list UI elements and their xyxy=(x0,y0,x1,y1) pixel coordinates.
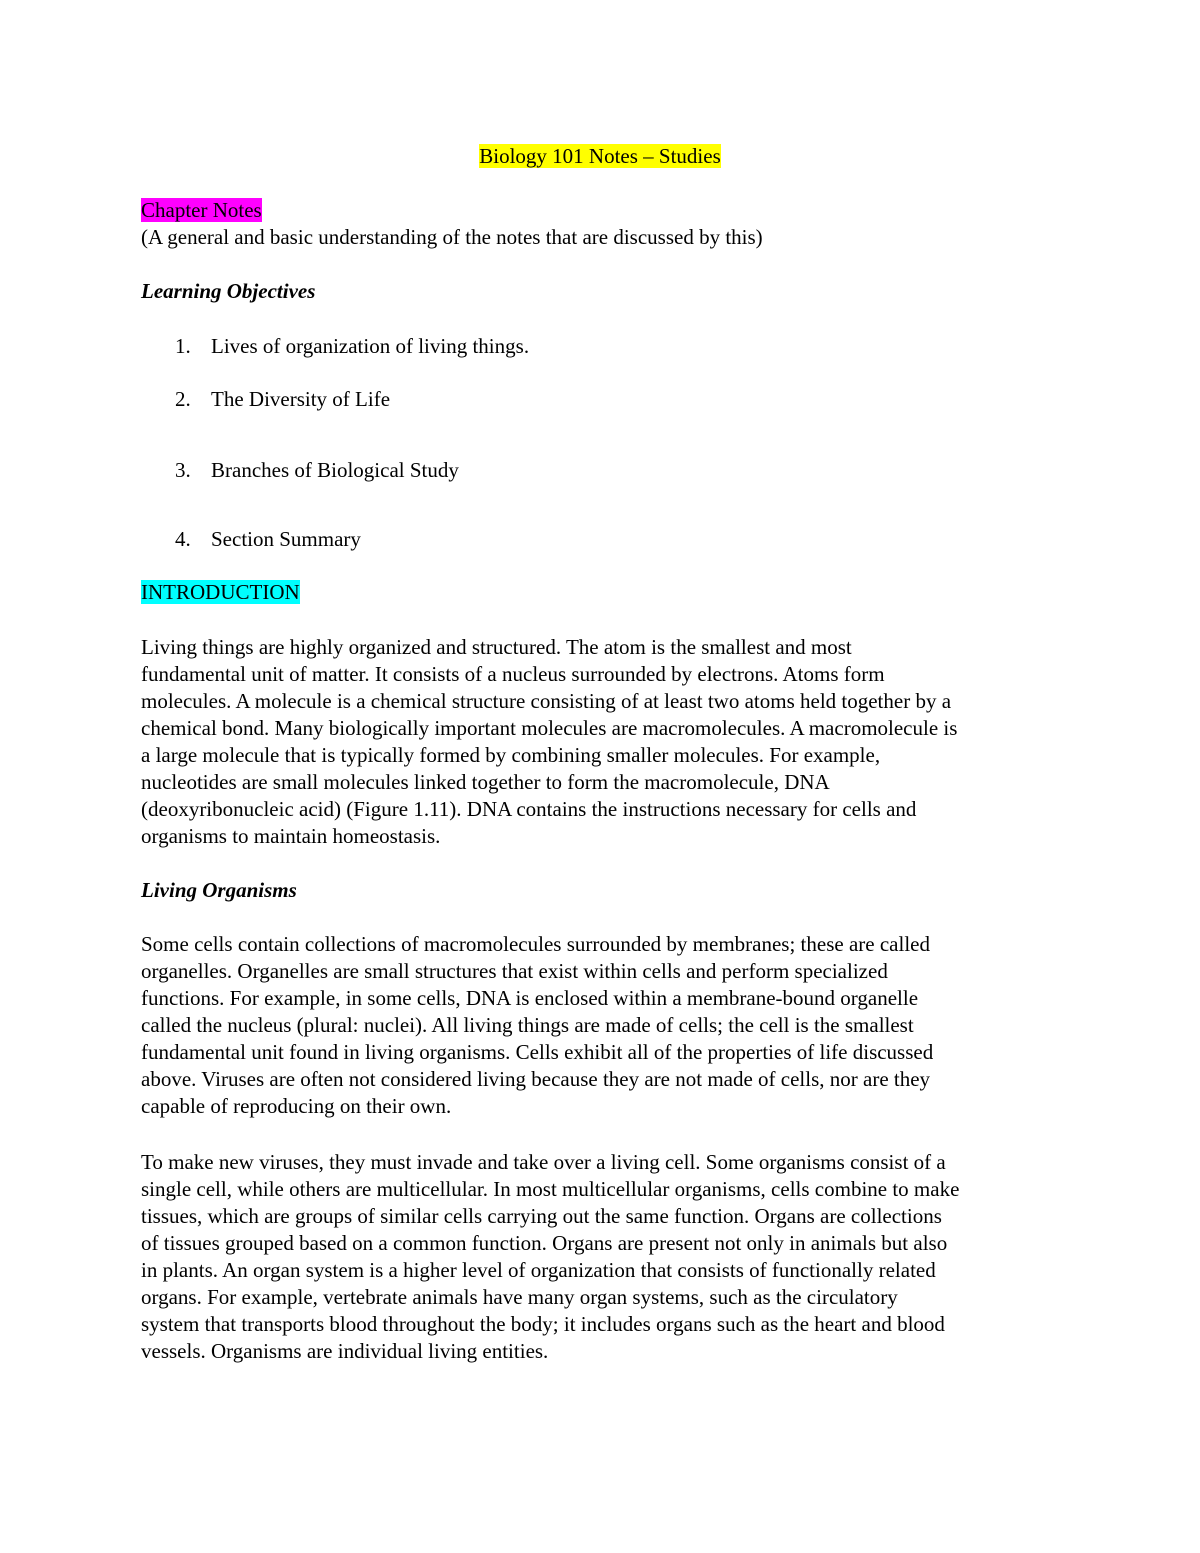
title-container xyxy=(0,143,1200,170)
paragraph-line: organs. For example, vertebrate animals have many organ systems, such as the circulatory xyxy=(141,1285,898,1309)
paragraph-line: chemical bond. Many biologically important molecules are macromolecules. A macromolecule is xyxy=(141,716,958,740)
paragraph-line: Some cells contain collections of macromolecules surrounded by membranes; these are called xyxy=(141,932,930,956)
objective-text: The Diversity of Life xyxy=(211,387,391,411)
introduction-paragraph xyxy=(141,634,1071,850)
chapter-notes-subtitle: (A general and basic understanding of the notes that are discussed by this) xyxy=(141,225,763,249)
objective-number: 2. xyxy=(175,387,191,411)
paragraph-line: a large molecule that is typically formed by combining smaller molecules. For example, xyxy=(141,743,881,767)
paragraph-line: of tissues grouped based on a common function. Organs are present not only in animals but also xyxy=(141,1231,948,1255)
objective-number: 3. xyxy=(175,458,191,482)
paragraph-line: To make new viruses, they must invade and take over a living cell. Some organisms consist of a xyxy=(141,1150,946,1174)
paragraph-line: (deoxyribonucleic acid) (Figure 1.11). DNA contains the instructions necessary for cells and xyxy=(141,797,917,821)
learning-objectives-heading: Learning Objectives xyxy=(141,279,316,303)
objective-item xyxy=(175,386,1055,413)
paragraph-line: functions. For example, in some cells, DNA is enclosed within a membrane-bound organelle xyxy=(141,986,919,1010)
chapter-notes-label: Chapter Notes xyxy=(141,198,262,222)
paragraph-line: vessels. Organisms are individual living entities. xyxy=(141,1339,549,1363)
objective-text: Branches of Biological Study xyxy=(211,458,459,482)
document-title: Biology 101 Notes – Studies xyxy=(479,144,721,168)
paragraph-line: Living things are highly organized and structured. The atom is the smallest and most xyxy=(141,635,852,659)
objective-text: Lives of organization of living things. xyxy=(211,334,530,358)
paragraph-line: organelles. Organelles are small structures that exist within cells and perform specialized xyxy=(141,959,888,983)
paragraph-line: nucleotides are small molecules linked together to form the macromolecule, DNA xyxy=(141,770,830,794)
objective-number: 1. xyxy=(175,334,191,358)
chapter-notes-label-line xyxy=(141,197,1071,224)
paragraph-line: fundamental unit found in living organisms. Cells exhibit all of the properties of life discussed xyxy=(141,1040,934,1064)
paragraph-line: organisms to maintain homeostasis. xyxy=(141,824,441,848)
living-organisms-heading: Living Organisms xyxy=(141,878,297,902)
objective-item xyxy=(175,457,1055,484)
paragraph-line: molecules. A molecule is a chemical structure consisting of at least two atoms held together by a xyxy=(141,689,952,713)
living-organisms-paragraph-1 xyxy=(141,931,1071,1120)
paragraph-line: above. Viruses are often not considered living because they are not made of cells, nor are they xyxy=(141,1067,931,1091)
introduction-heading: INTRODUCTION xyxy=(141,580,300,604)
paragraph-line: single cell, while others are multicellular. In most multicellular organisms, cells combine to make xyxy=(141,1177,960,1201)
paragraph-line: in plants. An organ system is a higher level of organization that consists of functionally related xyxy=(141,1258,936,1282)
paragraph-line: tissues, which are groups of similar cells carrying out the same function. Organs are collections xyxy=(141,1204,942,1228)
objective-item xyxy=(175,526,1055,553)
living-organisms-paragraph-2 xyxy=(141,1149,1071,1365)
objective-number: 4. xyxy=(175,527,191,551)
paragraph-line: system that transports blood throughout the body; it includes organs such as the heart and blood xyxy=(141,1312,945,1336)
paragraph-line: called the nucleus (plural: nuclei). All living things are made of cells; the cell is the smallest xyxy=(141,1013,914,1037)
objective-text: Section Summary xyxy=(211,527,361,551)
objective-item xyxy=(175,333,1055,360)
paragraph-line: capable of reproducing on their own. xyxy=(141,1094,452,1118)
introduction-heading-line xyxy=(141,579,1071,606)
paragraph-line: fundamental unit of matter. It consists of a nucleus surrounded by electrons. Atoms form xyxy=(141,662,885,686)
